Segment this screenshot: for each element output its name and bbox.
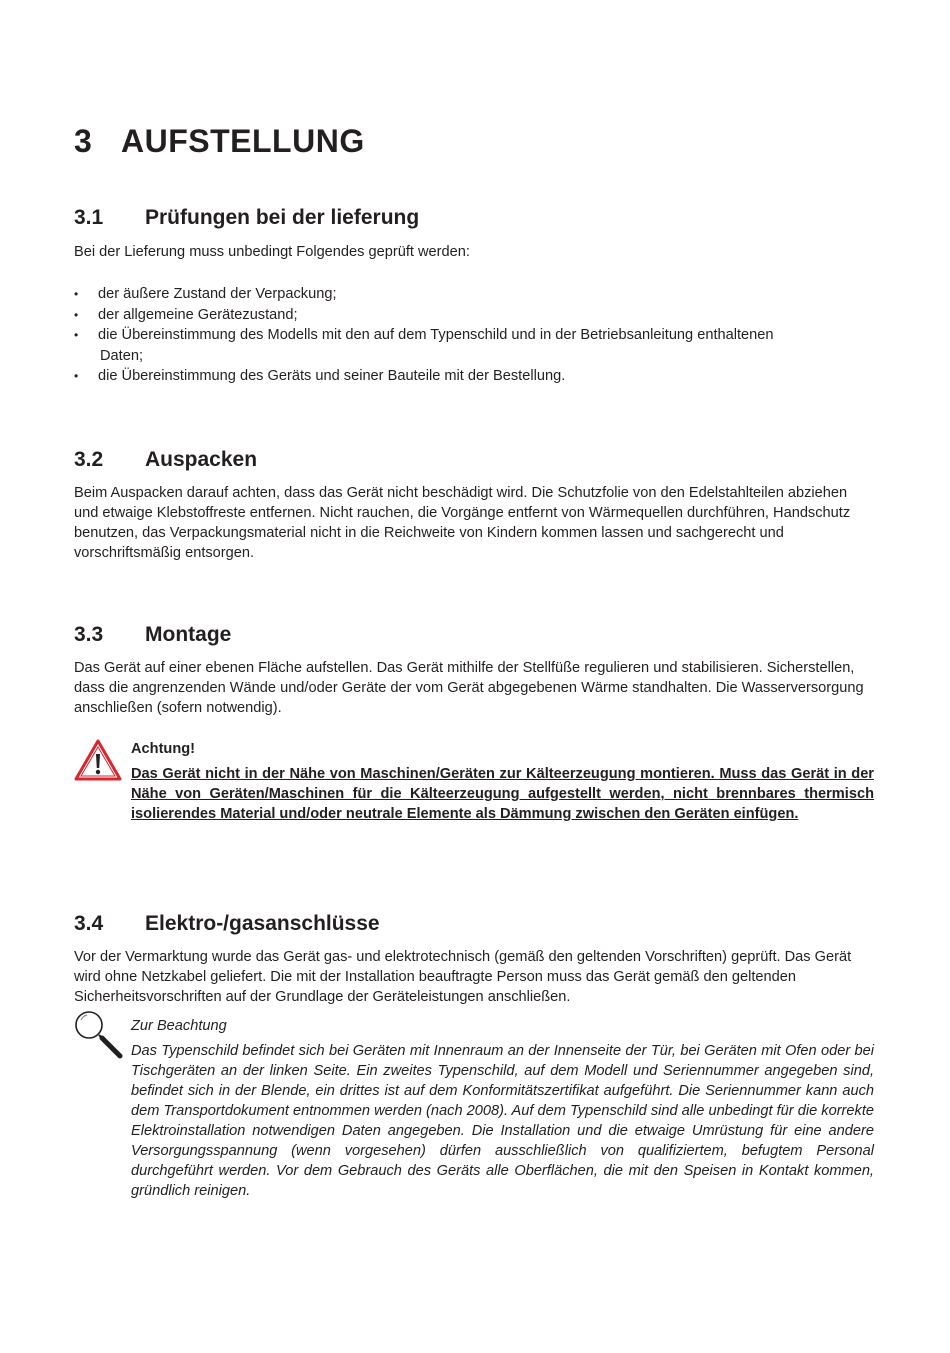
section-number: 3.1: [74, 206, 104, 229]
note-title: Zur Beachtung: [131, 1018, 227, 1034]
chapter-title: AUFSTELLUNG: [121, 123, 365, 159]
section-text: Vor der Vermarktung wurde das Gerät gas- und elektrotechnisch (gemäß den geltenden Vorschriften) geprüft. Das Gerät wird ohne Netzkabel geliefert. Die mit der Installation beauftragte Person muss das Gerät gemäß den geltenden Sicherheitsvorschriften auf der Grundlage der Geräteleistungen anschließen.: [74, 949, 852, 1005]
list-item: • die Übereinstimmung des Modells mit den auf dem Typenschild und in der Betriebsanleitung enthaltenen Daten;: [74, 325, 874, 366]
chapter-heading: [74, 120, 365, 162]
warning-box: [131, 739, 874, 824]
delivery-checklist: [74, 284, 874, 387]
section-number: 3.4: [74, 912, 104, 935]
list-item-continuation: Daten;: [100, 347, 143, 364]
list-item: • der äußere Zustand der Verpackung;: [74, 284, 874, 305]
list-item: • der allgemeine Gerätezustand;: [74, 305, 874, 326]
warning-triangle-icon: [73, 738, 123, 782]
section-heading-3-1: [74, 205, 419, 231]
section-number: 3.2: [74, 448, 104, 471]
note-box: [131, 1016, 874, 1201]
section-title: Auspacken: [145, 448, 258, 471]
magnifier-icon: [72, 1008, 124, 1060]
warning-text: Das Gerät nicht in der Nähe von Maschinen/Geräten zur Kälteerzeugung montieren. Muss das Gerät in der Nähe von Geräten/Maschinen für die Kälteerzeugung aufgestellt werden, nicht brennbares thermisch isolierendes Material und/oder neutrale Elemente als Dämmung zwischen den Geräten einfügen.: [131, 766, 874, 822]
section-title: Elektro-/gasanschlüsse: [145, 912, 380, 935]
section-heading-3-4: [74, 911, 380, 937]
note-text: Das Typenschild befindet sich bei Geräten mit Innenraum an der Innenseite der Tür, bei Geräten mit Ofen oder bei Tischgeräten an der linken Seite. Ein zweites Typenschild, auf dem Modell und Seriennummer angegeben sind, befindet sich in der Blende, ein drittes ist auf dem Konformitätszertifikat aufgeführt. Die Seriennummer kann auch dem Transportdokument entnommen werden (nach 2008). Auf dem Typenschild sind alle unbedingt für die korrekte Elektroinstallation notwendigen Daten angegeben. Die Installation und die etwaige Umrüstung für eine andere Versorgungsspannung (wenn vorgesehen) dürfen ausschließlich von qualifiziertem, befugtem Personal durchgeführt werden. Vor dem Gebrauch des Geräts alle Oberflächen, die mit den Speisen in Kontakt kommen, gründlich reinigen.: [131, 1043, 874, 1199]
warning-title: Achtung!: [131, 741, 196, 757]
section-intro: Bei der Lieferung muss unbedingt Folgendes geprüft werden:: [74, 244, 470, 260]
list-item: • die Übereinstimmung des Geräts und seiner Bauteile mit der Bestellung.: [74, 366, 874, 387]
section-text: Das Gerät auf einer ebenen Fläche aufstellen. Das Gerät mithilfe der Stellfüße regulieren und stabilisieren. Sicherstellen, dass die angrenzenden Wände und/oder Geräte der vom Gerät abgegebenen Wärme standhalten. Die Wasserversorgung anschließen (sofern notwendig).: [74, 660, 864, 716]
section-text: Beim Auspacken darauf achten, dass das Gerät nicht beschädigt wird. Die Schutzfolie von den Edelstahlteilen abziehen und etwaige Klebstoffreste entfernen. Nicht rauchen, die Vorgänge entfernt von Wärmequellen durchführen, Handschutz benutzen, das Verpackungsmaterial nicht in die Reichweite von Kindern kommen lassen und sachgerecht und vorschriftsmäßig entsorgen.: [74, 485, 851, 561]
section-heading-3-2: [74, 447, 257, 473]
section-heading-3-3: [74, 622, 231, 648]
chapter-number: 3: [74, 123, 93, 159]
section-title: Montage: [145, 623, 232, 646]
section-number: 3.3: [74, 623, 104, 646]
section-title: Prüfungen bei der lieferung: [145, 206, 420, 229]
